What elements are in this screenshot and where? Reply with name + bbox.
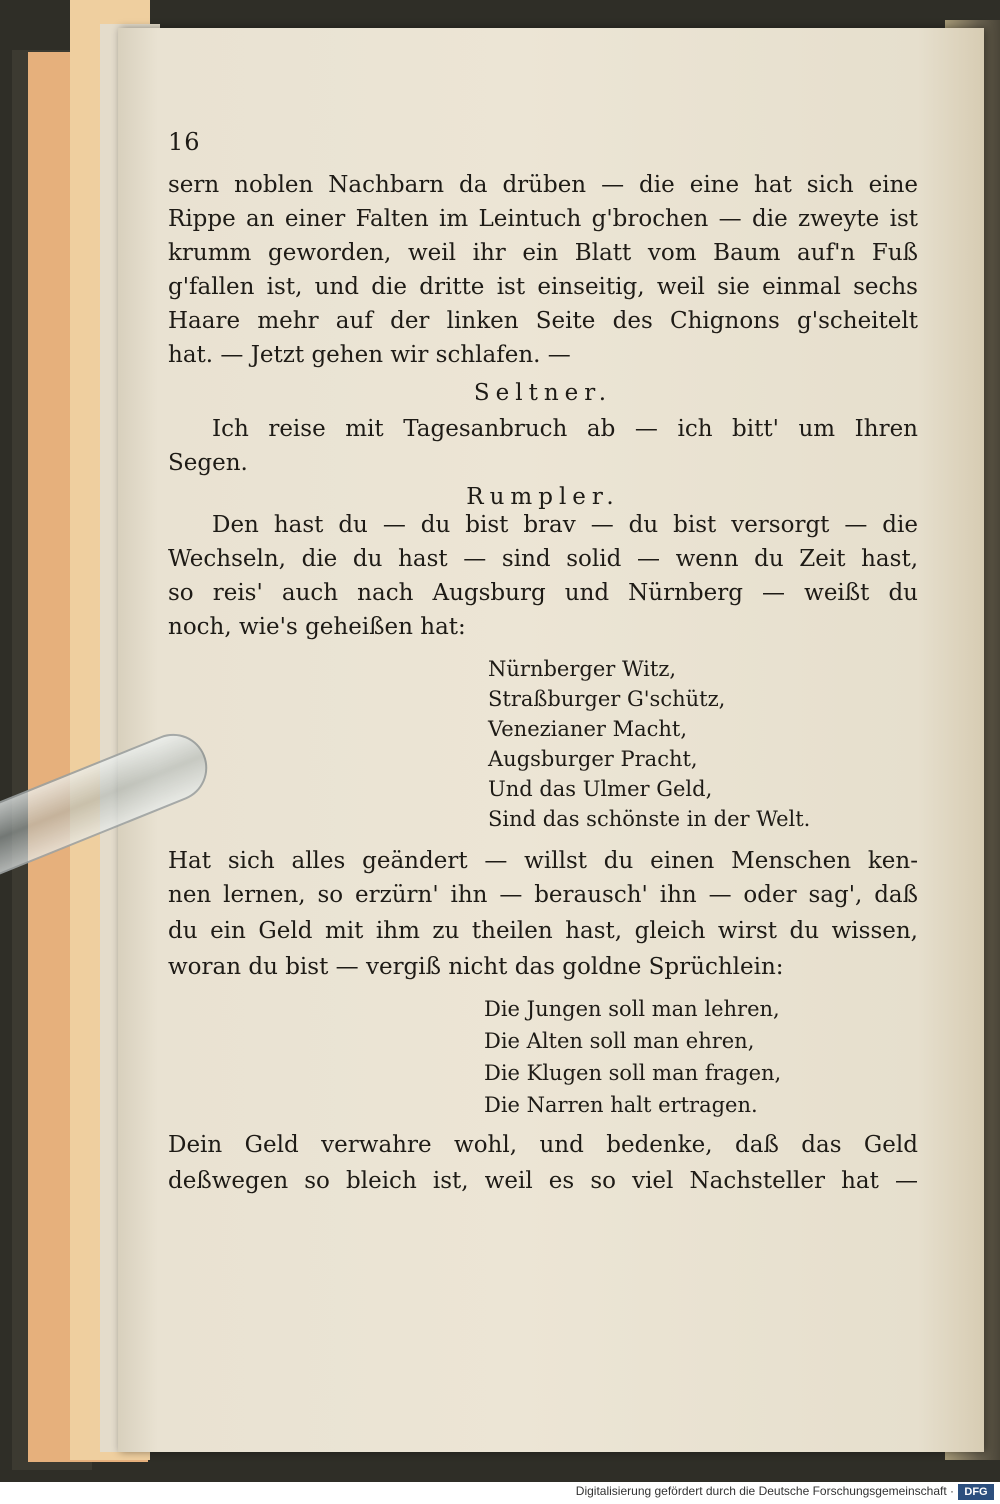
text-line: hat. — Jetzt gehen wir schlafen. — [168, 342, 571, 368]
verse-line: Und das Ulmer Geld, [488, 777, 713, 801]
text-line: du ein Geld mit ihm zu theilen hast, gleich wirst du wissen, [168, 918, 918, 944]
dfg-logo-icon: DFG [958, 1484, 994, 1500]
text-line: Den hast du — du bist brav — du bist versorgt — die [212, 512, 918, 538]
verse-line: Sind das schönste in der Welt. [488, 807, 811, 831]
verse-line: Die Klugen soll man fragen, [484, 1061, 782, 1085]
verse-line: Straßburger G'schütz, [488, 687, 726, 711]
text-line: noch, wie's geheißen hat: [168, 614, 466, 640]
verse-line: Venezianer Macht, [488, 717, 688, 741]
text-line: Haare mehr auf der linken Seite des Chignons g'scheitelt [168, 308, 918, 334]
text-line: nen lernen, so erzürn' ihn — berausch' ihn — oder sag', daß [168, 882, 918, 908]
verse-line: Die Jungen soll man lehren, [484, 997, 780, 1021]
verse-line: Die Narren halt ertragen. [484, 1093, 758, 1117]
text-line: Ich reise mit Tagesanbruch ab — ich bitt' um Ihren [212, 416, 918, 442]
verse-line: Nürnberger Witz, [488, 657, 677, 681]
verse-line: Augsburger Pracht, [488, 747, 698, 771]
text-line: woran du bist — vergiß nicht das goldne Sprüchlein: [168, 954, 784, 980]
text-line: so reis' auch nach Augsburg und Nürnberg — weißt du [168, 580, 918, 606]
speaker-name: Rumpler. [466, 484, 620, 510]
text-line: sern noblen Nachbarn da drüben — die eine hat sich eine [168, 172, 918, 198]
text-line: Dein Geld verwahre wohl, und bedenke, daß das Geld [168, 1132, 918, 1158]
text-line: Segen. [168, 450, 248, 476]
text-line: deßwegen so bleich ist, weil es so viel Nachsteller hat — [168, 1168, 918, 1194]
text-line: krumm geworden, weil ihr ein Blatt vom Baum auf'n Fuß [168, 240, 918, 266]
text-line: Rippe an einer Falten im Leintuch g'brochen — die zweyte ist [168, 206, 918, 232]
footer-credit: Digitalisierung gefördert durch die Deutsche Forschungsgemeinschaft · [575, 1484, 954, 1498]
text-line: g'fallen ist, und die dritte ist einseitig, weil sie einmal sechs [168, 274, 918, 300]
page-number: 16 [168, 128, 201, 156]
text-line: Hat sich alles geändert — willst du einen Menschen ken- [168, 848, 918, 874]
footer-bar [0, 1482, 1000, 1504]
speaker-name: Seltner. [473, 380, 613, 406]
verse-line: Die Alten soll man ehren, [484, 1029, 755, 1053]
text-line: Wechseln, die du hast — sind solid — wenn du Zeit hast, [168, 546, 918, 572]
